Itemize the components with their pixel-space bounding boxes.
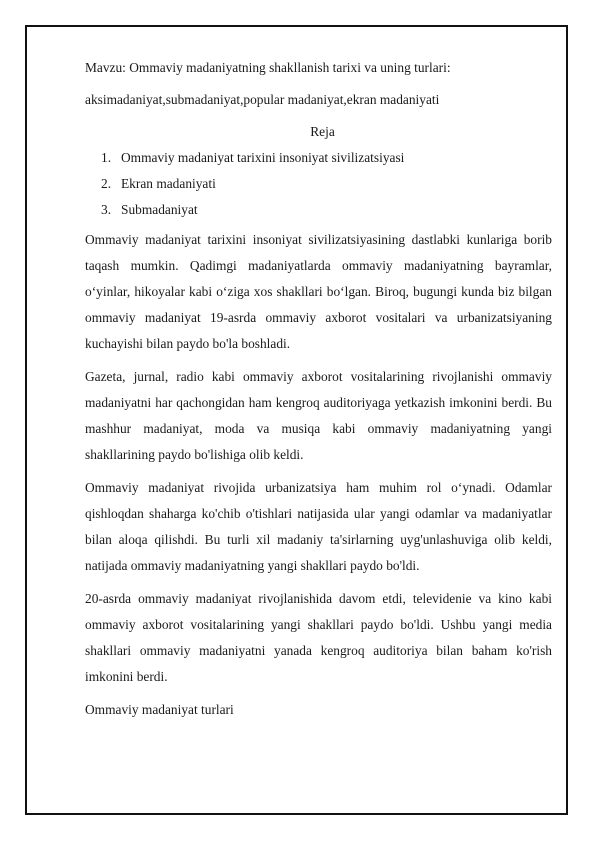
document-title-line-1: Mavzu: Ommaviy madaniyatning shakllanish tarixi va uning turlari: — [85, 60, 451, 75]
closing-line: Ommaviy madaniyat turlari — [85, 702, 234, 717]
plan-item-number: 1. — [101, 150, 112, 165]
plan-item — [85, 145, 552, 171]
plan-item-text: Ekran madaniyati — [121, 176, 216, 191]
body-paragraph: Ommaviy madaniyat tarixini insoniyat sivilizatsiyasining dastlabki kunlariga borib taqash mumkin. Qadimgi madaniyatlarda ommaviy madaniyatning bayramlar, o‘yinlar, hikoyalar kabi o‘ziga xos shakllari bo‘lgan. Biroq, bugungi kunda biz bilgan ommaviy madaniyat 19-asrda ommaviy axborot vositalari va urbanizatsiyaning kuchayishi bilan paydo bo'la boshladi. — [85, 232, 552, 351]
plan-heading: Reja — [310, 124, 335, 139]
plan-item-text: Submadaniyat — [121, 202, 198, 217]
document-title-line-2: aksimadaniyat,submadaniyat,popular madaniyat,ekran madaniyati — [85, 92, 440, 107]
plan-item — [85, 171, 552, 197]
plan-item-text: Ommaviy madaniyat tarixini insoniyat sivilizatsiyasi — [121, 150, 405, 165]
document-body — [85, 55, 552, 723]
body-paragraph: Ommaviy madaniyat rivojida urbanizatsiya ham muhim rol o‘ynadi. Odamlar qishloqdan shaharga ko'chib o'tishlari natijasida ular yangi odamlar va madaniyatlar bilan aloqa qilishdi. Bu turli xil madaniy ta'sirlarning uyg'unlashuviga olib keldi, natijada ommaviy madaniyatning yangi shakllari paydo bo'ldi. — [85, 480, 552, 573]
plan-item-number: 2. — [101, 176, 112, 191]
plan-list — [85, 145, 552, 223]
body-paragraph: 20-asrda ommaviy madaniyat rivojlanishida davom etdi, televidenie va kino kabi ommaviy axborot vositalarining yangi shakllari paydo bo'ldi. Ushbu yangi media shakllari ommaviy madaniyatni yanada kengroq auditoriya bilan baham ko'rish imkonini berdi. — [85, 591, 552, 684]
body-paragraph: Gazeta, jurnal, radio kabi ommaviy axborot vositalarining rivojlanishi ommaviy madaniyatni har qachongidan ham kengroq auditoriyaga yetkazish imkonini berdi. Bu mashhur madaniyat, moda va musiqa kabi ommaviy madaniyatning yangi shakllarining paydo bo'lishiga olib keldi. — [85, 369, 552, 462]
plan-item-number: 3. — [101, 202, 112, 217]
plan-item — [85, 197, 552, 223]
